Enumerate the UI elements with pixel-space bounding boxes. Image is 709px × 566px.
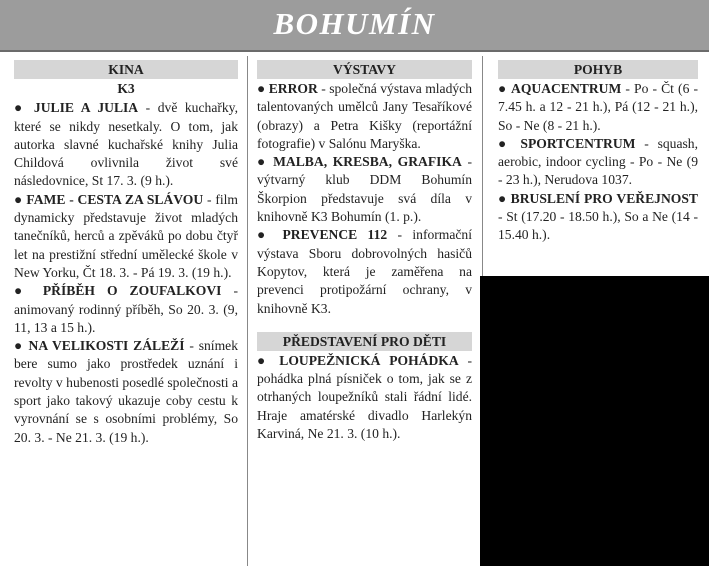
entry-text: - dvě kuchařky, které se nikdy nesetkaly. O tom, jak autorka slavné kuchařské knihy Julia Childová ovlivnila život své následovnice, St 17. 3. (9 h.). xyxy=(14,100,238,189)
column-divider xyxy=(247,56,248,566)
entry-name: BRUSLENÍ PRO VEŘEJNOST xyxy=(510,190,698,206)
bullet-icon: ● xyxy=(257,154,268,170)
list-item xyxy=(14,282,238,337)
entry-name: ERROR xyxy=(268,81,318,96)
entry-name: NA VELIKOSTI ZÁLEŽÍ xyxy=(28,338,185,354)
section-heading-vystavy: VÝSTAVY xyxy=(257,60,472,79)
bullet-icon: ● xyxy=(498,190,507,206)
entry-name: SPORTCENTRUM xyxy=(520,135,636,151)
entry-text: - snímek bere sumo jako prostředek uznání i revolty v hubenosti posedlé společnosti a sport jako takový ukazuje coby cestu k vyrovnání se s osobními problémy, So 20. 3. - Ne 21. 3. (19 h.). xyxy=(14,338,238,445)
entry-name: PŘÍBĚH O ZOUFALKOVI xyxy=(42,283,222,299)
entry-name: MALBA, KRESBA, GRAFIKA xyxy=(273,154,462,170)
bullet-icon: ● xyxy=(14,338,24,354)
list-item xyxy=(257,80,472,153)
entry-name: JULIE A JULIA xyxy=(33,100,139,116)
bullet-icon: ● xyxy=(257,352,271,368)
list-item xyxy=(14,99,238,190)
section-subheading-k3: K3 xyxy=(117,81,135,96)
entry-text: - Po - Čt (6 - 7.45 h. a 12 - 21 h.), Pá (12 - 21 h.), So - Ne (8 - 21 h.). xyxy=(498,81,698,133)
bullet-icon: ● xyxy=(498,135,512,151)
column-vystavy xyxy=(257,60,472,443)
list-item xyxy=(498,80,698,135)
entry-name: FAME - CESTA ZA SLÁVOU xyxy=(26,191,204,207)
bullet-icon: ● xyxy=(14,283,31,299)
section-heading-predstaveni: PŘEDSTAVENÍ PRO DĚTI xyxy=(257,332,472,351)
column-pohyb xyxy=(498,60,698,245)
bullet-icon: ● xyxy=(257,81,266,96)
section-heading-kina: KINA xyxy=(14,60,238,79)
section-gap xyxy=(257,318,472,332)
list-item xyxy=(14,337,238,447)
bullet-icon: ● xyxy=(257,227,273,243)
entry-text: - společná výstava mladých talentovaných umělců Jany Tesaříkové (obrazy) a Petra Kišky (reportážní fotografie) v Salónu Maryška. xyxy=(257,81,473,151)
bullet-icon: ● xyxy=(14,191,23,207)
page-title: BOHUMÍN xyxy=(273,6,436,41)
entry-text: - výtvarný klub DDM Bohumín Škorpion představuje svá díla v knihovně K3 Bohumín (1. p.). xyxy=(257,154,472,225)
entry-text: - squash, aerobic, indoor cycling - Po - Ne (9 - 23 h.), Nerudova 1037. xyxy=(498,135,698,188)
entry-text: - pohádka plná písniček o tom, jak se z otrhaných loupežníků stali řádní lidé. Hraje amatérské divadlo Harlekýn Karviná, Ne 21. 3. (10 h.). xyxy=(257,352,472,442)
bullet-icon: ● xyxy=(14,100,27,116)
page-header xyxy=(0,0,709,52)
black-region xyxy=(480,276,709,566)
list-item xyxy=(257,153,472,226)
list-item xyxy=(498,190,698,245)
entry-text: - informační výstava Sboru dobrovolných hasičů Kopytov, která je zaměřena na prevenci protipožární ochrany, v knihovně K3. xyxy=(257,227,473,316)
entry-name: AQUACENTRUM xyxy=(511,81,622,96)
column-divider xyxy=(482,56,483,276)
entry-name: LOUPEŽNICKÁ POHÁDKA xyxy=(279,352,459,368)
list-item xyxy=(257,352,472,443)
list-item xyxy=(498,135,698,190)
entry-text: - film dynamicky představuje život mladých tanečníků, herců a zpěváků po dobu čtyř let na prestižní střední umělecké škole v New Yorku, Čt 18. 3. - Pá 19. 3. (19 h.). xyxy=(14,191,238,280)
entry-text: - St (17.20 - 18.50 h.), So a Ne (14 - 15.40 h.). xyxy=(498,209,698,243)
section-heading-pohyb: POHYB xyxy=(498,60,698,79)
entry-text: - animovaný rodinný příběh, So 20. 3. (9, 11, 13 a 15 h.). xyxy=(14,283,238,335)
column-kina xyxy=(14,60,238,447)
entry-name: PREVENCE 112 xyxy=(282,227,388,243)
bullet-icon: ● xyxy=(498,81,507,96)
list-item xyxy=(14,191,238,282)
list-item xyxy=(257,226,472,317)
